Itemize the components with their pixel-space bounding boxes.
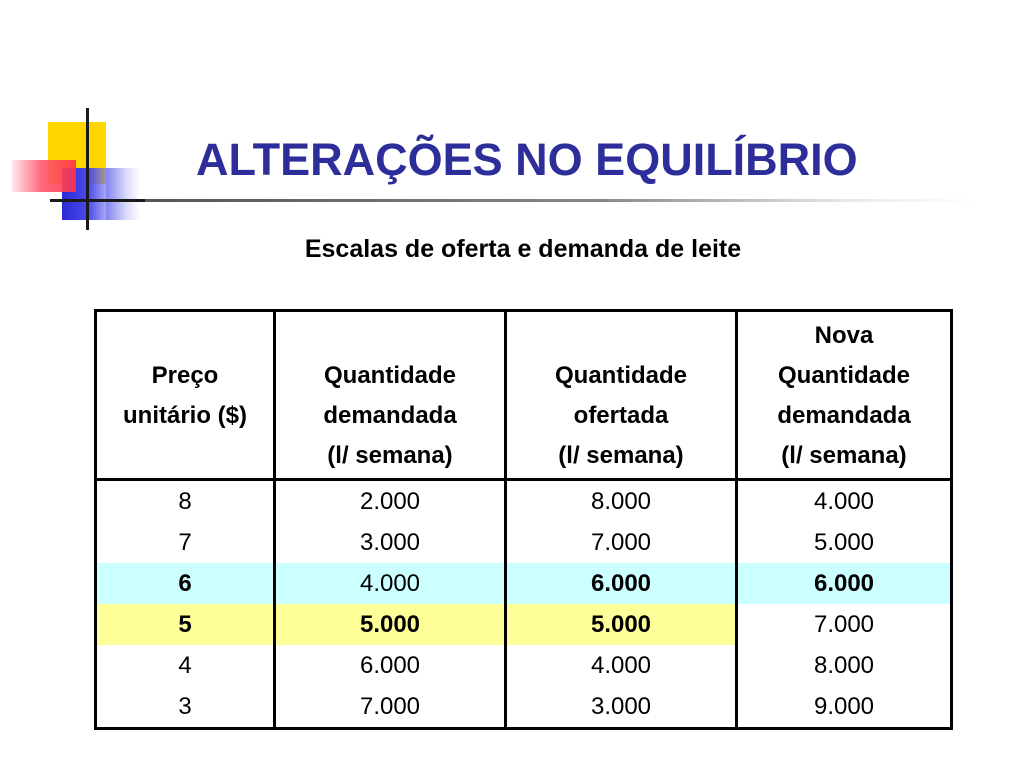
logo-vertical-line bbox=[86, 108, 89, 230]
cell-quantity-supplied: 5.000 bbox=[506, 604, 737, 645]
header-line: Preço bbox=[151, 362, 219, 389]
header-line: Quantidade bbox=[554, 362, 687, 389]
cell-price: 8 bbox=[96, 480, 275, 523]
cell-quantity-supplied: 6.000 bbox=[506, 563, 737, 604]
title-underline bbox=[145, 199, 975, 202]
cell-quantity-supplied: 8.000 bbox=[506, 480, 737, 523]
table-caption: Escalas de oferta e demanda de leite bbox=[304, 235, 742, 263]
header-line: Quantidade bbox=[777, 362, 910, 389]
cell-price: 6 bbox=[96, 563, 275, 604]
cell-quantity-supplied: 3.000 bbox=[506, 686, 737, 729]
header-line: Quantidade bbox=[323, 362, 456, 389]
table-row bbox=[96, 480, 952, 523]
cell-price: 5 bbox=[96, 604, 275, 645]
header-line: (l/ semana) bbox=[327, 442, 453, 469]
header-line: demandada bbox=[323, 402, 457, 429]
table-row bbox=[96, 522, 952, 563]
logo-horizontal-line bbox=[50, 199, 145, 202]
header-line: demandada bbox=[777, 402, 911, 429]
cell-new-quantity-demanded: 7.000 bbox=[737, 604, 952, 645]
table-row-highlight-yellow bbox=[96, 604, 952, 645]
cell-price: 7 bbox=[96, 522, 275, 563]
logo-blue-fade bbox=[106, 168, 140, 220]
cell-quantity-demanded: 7.000 bbox=[275, 686, 506, 729]
header-line: unitário ($) bbox=[123, 402, 247, 429]
cell-new-quantity-demanded: 5.000 bbox=[737, 522, 952, 563]
table-header-row bbox=[96, 311, 952, 480]
cell-quantity-supplied: 7.000 bbox=[506, 522, 737, 563]
cell-new-quantity-demanded: 9.000 bbox=[737, 686, 952, 729]
table-row bbox=[96, 645, 952, 686]
cell-new-quantity-demanded: 6.000 bbox=[737, 563, 952, 604]
header-line: Nova bbox=[814, 322, 874, 349]
header-line: (l/ semana) bbox=[558, 442, 684, 469]
cell-quantity-demanded: 4.000 bbox=[275, 563, 506, 604]
cell-quantity-demanded: 6.000 bbox=[275, 645, 506, 686]
header-quantity-demanded bbox=[275, 311, 506, 480]
logo-red-bar bbox=[12, 160, 76, 192]
cell-quantity-demanded: 5.000 bbox=[275, 604, 506, 645]
header-new-quantity-demanded bbox=[737, 311, 952, 480]
cell-price: 3 bbox=[96, 686, 275, 729]
header-quantity-supplied bbox=[506, 311, 737, 480]
cell-quantity-demanded: 2.000 bbox=[275, 480, 506, 523]
cell-new-quantity-demanded: 4.000 bbox=[737, 480, 952, 523]
page-title: ALTERAÇÕES NO EQUILÍBRIO bbox=[196, 134, 858, 185]
header-price bbox=[96, 311, 275, 480]
cell-price: 4 bbox=[96, 645, 275, 686]
cell-new-quantity-demanded: 8.000 bbox=[737, 645, 952, 686]
supply-demand-table bbox=[94, 309, 953, 730]
cell-quantity-demanded: 3.000 bbox=[275, 522, 506, 563]
table-row bbox=[96, 686, 952, 729]
table-row-highlight-cyan bbox=[96, 563, 952, 604]
header-line: ofertada bbox=[573, 402, 669, 429]
header-line: (l/ semana) bbox=[781, 442, 907, 469]
cell-quantity-supplied: 4.000 bbox=[506, 645, 737, 686]
